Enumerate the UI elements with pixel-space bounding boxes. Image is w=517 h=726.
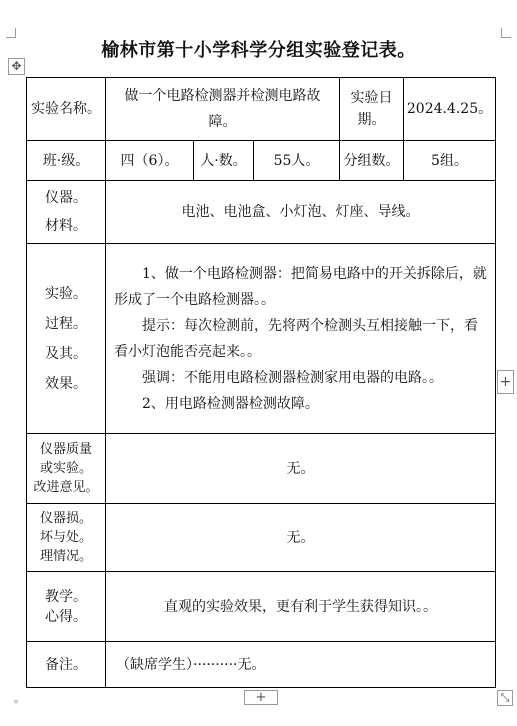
class-value[interactable]: 四（6）。 — [106, 141, 194, 181]
process-paragraph: 1、做一个电路检测器：把简易电路中的开关拆除后，就形成了一个电路检测器。。 — [114, 265, 487, 308]
label-line: 理情况。 — [39, 549, 92, 564]
table-row — [27, 78, 496, 141]
teaching-reflection-label — [27, 572, 106, 642]
process-paragraph: 强调：不能用电路检测器检测家用电器的电路。。 — [142, 369, 443, 386]
teaching-reflection-value[interactable]: 直观的实验效果，更有利于学生获得知识。。 — [106, 572, 496, 642]
people-count-label: 人·数。 — [194, 141, 254, 181]
label-line: 仪器质量 — [39, 442, 92, 457]
label-line: 改进意见。 — [33, 480, 99, 495]
process-paragraph: 提示：每次检测前，先将两个检测头互相接触一下，看看小灯泡能否亮起来。。 — [114, 317, 478, 360]
label-line: 坏与处。 — [39, 530, 92, 545]
label-line: 仪器损。 — [39, 511, 92, 526]
remarks-value[interactable]: （缺席学生）··········无。 — [106, 642, 496, 688]
table-row — [27, 141, 496, 181]
damage-handling-label — [27, 504, 106, 572]
label-line: 或实验。 — [39, 461, 92, 476]
process-paragraph: 2、用电路检测器检测故障。 — [142, 395, 319, 412]
equipment-materials-value[interactable]: 电池、电池盒、小灯泡、灯座、导线。 — [106, 181, 496, 244]
label-line: 教学。 — [45, 588, 87, 605]
table-row — [27, 181, 496, 244]
label-line: 及其。 — [45, 345, 87, 362]
paragraph-mark: 。 — [14, 692, 25, 705]
process-effect-label — [27, 244, 106, 434]
document-title: 榆林市第十小学科学分组实验登记表。 — [101, 40, 416, 61]
damage-handling-value[interactable]: 无。 — [106, 504, 496, 572]
quality-improvement-value[interactable]: 无。 — [106, 434, 496, 504]
group-count-label: 分组数。 — [340, 141, 404, 181]
equipment-materials-label — [27, 181, 106, 244]
table-row — [27, 434, 496, 504]
table-row — [27, 504, 496, 572]
label-line: 仪器。 — [45, 190, 87, 206]
table-row — [27, 572, 496, 642]
experiment-name-value[interactable]: 做一个电路检测器并检测电路故障。 — [106, 78, 340, 141]
table-row — [27, 244, 496, 434]
class-label: 班·级。 — [27, 141, 106, 181]
label-line: 材料。 — [45, 218, 87, 234]
experiment-date-label: 实验日期。 — [340, 78, 404, 141]
label-line: 实验。 — [45, 285, 87, 302]
registration-table — [26, 77, 496, 688]
add-column-plus-icon[interactable]: + — [497, 370, 514, 394]
experiment-date-value[interactable]: 2024.4.25。 — [404, 78, 496, 141]
people-count-value[interactable]: 55人。 — [254, 141, 340, 181]
experiment-name-label: 实验名称。 — [27, 78, 106, 141]
table-resize-icon[interactable]: ⤡ — [497, 690, 513, 706]
label-line: 心得。 — [45, 608, 87, 625]
add-row-plus-icon[interactable]: + — [244, 690, 278, 705]
label-line: 效果。 — [45, 375, 87, 392]
group-count-value[interactable]: 5组。 — [404, 141, 496, 181]
table-row — [27, 642, 496, 688]
label-line: 过程。 — [45, 315, 87, 332]
quality-improvement-label — [27, 434, 106, 504]
process-effect-value[interactable] — [106, 244, 496, 434]
table-move-handle-icon[interactable]: ✥ — [8, 58, 25, 75]
remarks-label: 备注。 — [27, 642, 106, 688]
